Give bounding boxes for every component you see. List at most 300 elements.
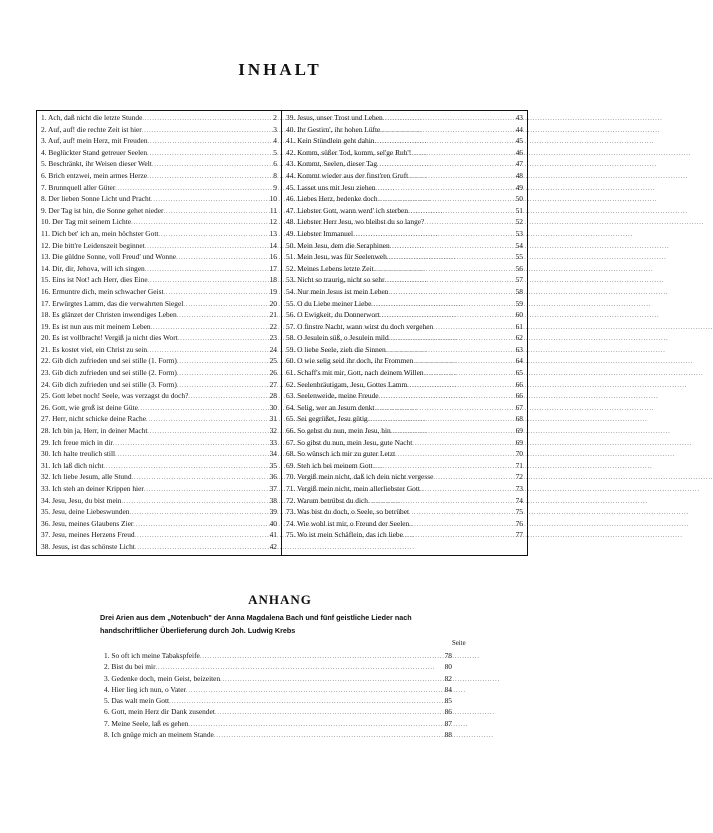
toc-entry	[41, 390, 277, 402]
anhang-description: Drei Arien aus dem „Notenbuch" der Anna Magdalena Bach und fünf geistliche Lieder nach handschriftlicher Überlieferung durch Joh. Ludwig Krebs	[100, 613, 412, 635]
toc-entry	[104, 718, 452, 729]
dot-leader	[151, 195, 263, 207]
entry-title: 39. Jesus, unser Trost und Leben	[286, 113, 383, 122]
dot-leader	[188, 720, 438, 731]
dot-leader	[177, 369, 263, 381]
dot-leader	[142, 114, 263, 126]
entry-title: 3. Auf, auf! mein Herz, mit Freuden	[41, 136, 148, 146]
page-title: INHALT	[238, 60, 322, 79]
entry-page-number: 45	[515, 136, 523, 146]
entry-title: 67. So gibst du nun, mein Jesu, gute Nacht	[286, 437, 413, 447]
dot-leader	[390, 242, 509, 254]
toc-entry	[41, 344, 277, 356]
entry-page-number: 3	[273, 124, 277, 134]
entry-page-number: 32	[269, 426, 277, 436]
toc-entry	[41, 274, 277, 286]
toc-entry	[41, 541, 277, 553]
toc-entry	[41, 355, 277, 367]
dot-leader	[148, 276, 263, 288]
toc-entry	[286, 355, 523, 367]
entry-page-number: 64	[515, 356, 523, 366]
entry-title: 29. Ich freue mich in dir	[41, 437, 113, 447]
dot-leader	[387, 253, 509, 265]
entry-page-number: 21	[269, 310, 277, 320]
toc-entry	[286, 112, 523, 124]
entry-title: 10. Der Tag mit seinem Lichte	[41, 217, 132, 227]
entry-title: 7. Meine Seele, laß es gehen	[104, 718, 189, 728]
dot-leader	[147, 149, 263, 161]
entry-title: 21. Es kostet viel, ein Christ zu sein	[41, 344, 148, 354]
entry-title: 1. Ach, daß nicht die letzte Stunde	[41, 113, 143, 122]
toc-entry	[286, 170, 523, 182]
dot-leader	[186, 686, 438, 697]
toc-entry	[41, 286, 277, 298]
entry-title: 20. Es ist vollbracht! Vergiß ja nicht dies Wort	[41, 333, 178, 343]
entry-title: 73. Was bist du doch, o Seele, so betrübet	[286, 507, 410, 517]
entry-page-number: 38	[269, 495, 277, 505]
toc-entry	[286, 263, 523, 275]
entry-title: 16. Ermuntre dich, mein schwacher Geist	[41, 286, 164, 296]
toc-entry	[286, 228, 523, 240]
toc-entry	[41, 216, 277, 228]
entry-page-number: 28	[269, 391, 277, 401]
entry-title: 48. Liebster Herr Jesu, wo bleibst du so lange?	[286, 217, 425, 227]
dot-leader	[413, 357, 509, 369]
toc-entry	[286, 402, 523, 414]
entry-page-number: 49	[515, 182, 523, 192]
entry-title: 57. O finstre Nacht, wann wirst du doch vergehen	[286, 321, 434, 331]
dot-leader	[403, 531, 509, 543]
entry-title: 66. So gehst du nun, mein Jesu, hin	[286, 426, 391, 436]
entry-title: 41. Kein Stündlein geht dahin	[286, 136, 375, 146]
toc-entry	[41, 240, 277, 252]
toc-entry	[41, 147, 277, 159]
toc-column-right	[282, 111, 527, 555]
toc-entry	[41, 124, 277, 136]
entry-page-number: 60	[515, 310, 523, 320]
toc-entry	[286, 135, 523, 147]
toc-entry	[41, 402, 277, 414]
toc-entry	[286, 321, 523, 333]
entry-title: 44. Kommt wieder aus der finst'ren Gruft	[286, 170, 409, 180]
dot-leader	[147, 427, 263, 439]
dot-leader	[152, 160, 263, 172]
toc-entry	[286, 448, 523, 460]
dot-leader	[158, 230, 263, 242]
entry-title: 32. Ich liebe Jesum, alle Stund	[41, 472, 132, 482]
dot-leader	[409, 508, 509, 520]
entry-page-number: 68	[515, 414, 523, 424]
entry-title: 17. Erwürgtes Lamm, das die verwahrten Siegel	[41, 298, 184, 308]
dot-leader	[220, 675, 438, 686]
entry-title: 26. Gott, wie groß ist deine Güte	[41, 402, 138, 412]
toc-entry	[41, 379, 277, 391]
entry-title: 15. Eins ist Not! ach Herr, dies Eine	[41, 275, 148, 285]
dot-leader	[379, 392, 509, 404]
entry-title: 59. O liebe Seele, zieh die Sinnen	[286, 344, 386, 354]
dot-leader	[424, 218, 509, 230]
entry-title: 70. Vergiß mein nicht, daß ich dein nicht vergesse	[286, 472, 434, 482]
dot-leader	[408, 172, 509, 184]
entry-page-number: 82	[444, 673, 452, 683]
entry-page-number: 66	[515, 379, 523, 389]
toc-entry	[41, 518, 277, 530]
toc-entry	[104, 650, 452, 661]
dot-leader	[183, 300, 263, 312]
entry-page-number: 75	[515, 507, 523, 517]
toc-entry	[286, 124, 523, 136]
dot-leader	[380, 126, 509, 138]
entry-title: 7. Brunnquell aller Güter	[41, 182, 116, 192]
entry-page-number: 20	[269, 298, 277, 308]
entry-page-number: 87	[444, 718, 452, 728]
entry-page-number: 73	[515, 484, 523, 493]
entry-title: 53. Nicht so traurig, nicht so sehr	[286, 275, 385, 285]
dot-leader	[178, 334, 263, 346]
entry-page-number: 85	[444, 696, 452, 706]
entry-title: 5. Das walt mein Gott	[104, 696, 170, 706]
entry-page-number: 14	[269, 240, 277, 250]
dot-leader	[395, 450, 509, 462]
entry-title: 43. Kommt, Seelen, dieser Tag	[286, 159, 378, 169]
entry-page-number: 72	[515, 472, 523, 482]
dot-leader	[374, 404, 509, 416]
toc-entry	[286, 518, 523, 530]
toc-entry	[104, 695, 452, 706]
entry-page-number: 17	[269, 263, 277, 273]
entry-title: 71. Vergiß mein nicht, mein allerliebster Gott	[286, 484, 420, 493]
entry-page-number: 13	[269, 228, 277, 238]
entry-page-number: 10	[269, 194, 277, 204]
toc-entry	[286, 274, 523, 286]
entry-title: 8. Der lieben Sonne Licht und Pracht	[41, 194, 151, 204]
entry-page-number: 47	[515, 159, 523, 169]
dot-leader	[121, 497, 263, 509]
toc-entry	[286, 147, 523, 159]
entry-page-number: 70	[515, 449, 523, 459]
toc-entry	[286, 379, 523, 391]
toc-entry	[286, 193, 523, 205]
entry-page-number: 33	[269, 437, 277, 447]
toc-entry	[286, 506, 523, 518]
entry-title: 24. Gib dich zufrieden und sei stille (3. Form)	[41, 379, 177, 389]
dot-leader	[214, 731, 438, 742]
entry-page-number: 48	[515, 170, 523, 180]
entry-page-number: 61	[515, 321, 523, 331]
entry-page-number: 53	[515, 228, 523, 238]
entry-page-number: 69	[515, 437, 523, 447]
dot-leader	[433, 473, 509, 485]
entry-page-number: 4	[273, 136, 277, 146]
dot-leader	[177, 381, 263, 393]
dot-leader	[142, 126, 263, 138]
toc-entry	[41, 112, 277, 124]
entry-title: 74. Wie wohl ist mir, o Freund der Seelen	[286, 518, 410, 528]
entry-title: 52. Meines Lebens letzte Zeit	[286, 263, 374, 273]
entry-title: 49. Liebster Immanuel	[286, 228, 354, 238]
toc-entry	[286, 413, 523, 425]
dot-leader	[376, 184, 510, 196]
dot-leader	[148, 137, 263, 149]
entry-page-number: 76	[515, 518, 523, 528]
entry-page-number: 24	[269, 344, 277, 354]
entry-title: 42. Komm, süßer Tod, komm, sel'ge Ruh'!	[286, 147, 412, 157]
entry-title: 50. Mein Jesu, dem die Seraphinen	[286, 240, 390, 250]
entry-page-number: 11	[269, 205, 277, 215]
entry-page-number: 55	[515, 252, 523, 262]
dot-leader	[383, 114, 509, 126]
toc-entry	[286, 425, 523, 437]
entry-title: 37. Jesu, meines Herzens Freud	[41, 530, 135, 540]
toc-entry	[104, 729, 452, 740]
toc-entry	[286, 309, 523, 321]
dot-leader	[200, 652, 438, 663]
dot-leader	[411, 149, 509, 161]
toc-entry	[41, 251, 277, 263]
dot-leader	[433, 323, 509, 335]
toc-entry	[286, 390, 523, 402]
entry-page-number: 41	[269, 530, 277, 540]
entry-title: 11. Dich bet' ich an, mein höchster Gott	[41, 228, 159, 238]
entry-title: 8. Ich gnüge mich an meinem Stande	[104, 730, 214, 740]
entry-title: 22. Gib dich zufrieden und sei stille (1. Form)	[41, 356, 177, 366]
entry-page-number: 74	[515, 495, 523, 505]
toc-entry	[41, 298, 277, 310]
entry-title: 75. Wo ist mein Schäflein, das ich liebe	[286, 530, 403, 540]
entry-title: 31. Ich laß dich nicht	[41, 460, 104, 470]
dot-leader	[188, 392, 263, 404]
entry-page-number: 43	[515, 113, 523, 122]
toc-entry	[41, 437, 277, 449]
entry-page-number: 30	[269, 402, 277, 412]
entry-page-number: 44	[515, 124, 523, 134]
entry-title: 3. Gedenke doch, mein Geist, beizeiten	[104, 673, 221, 683]
toc-entry	[286, 437, 523, 449]
entry-page-number: 56	[515, 263, 523, 273]
dot-leader	[129, 508, 263, 520]
entry-title: 38. Jesus, ist das schönste Licht	[41, 541, 135, 551]
toc-entry	[104, 706, 452, 717]
entry-title: 5. Beschränkt, ihr Weisen dieser Welt	[41, 159, 152, 169]
entry-title: 35. Jesu, deine Liebeswunden	[41, 507, 130, 517]
entry-title: 68. So wünsch ich mir zu guter Letzt	[286, 449, 396, 459]
entry-title: 61. Schaff's mit mir, Gott, nach deinem Willen	[286, 368, 424, 378]
toc-entry	[286, 460, 523, 472]
entry-page-number: 69	[515, 426, 523, 436]
dot-leader	[424, 369, 509, 381]
anhang-title: ANHANG	[248, 592, 312, 607]
dot-leader	[135, 531, 263, 543]
toc-entry	[104, 673, 452, 684]
entry-page-number: 59	[515, 298, 523, 308]
anhang-list	[104, 650, 452, 740]
entry-title: 40. Ihr Gestirn', ihr hohen Lüfte	[286, 124, 381, 134]
dot-leader	[113, 439, 263, 451]
dot-leader	[146, 415, 263, 427]
entry-page-number: 80	[444, 662, 452, 672]
dot-leader	[177, 357, 263, 369]
entry-page-number: 27	[269, 379, 277, 389]
entry-page-number: 2	[273, 113, 277, 122]
entry-page-number: 36	[269, 472, 277, 482]
entry-page-number: 8	[273, 170, 277, 180]
entry-page-number: 62	[515, 333, 523, 343]
entry-page-number: 23	[269, 333, 277, 343]
toc-entry	[41, 483, 277, 495]
toc-entry	[41, 425, 277, 437]
entry-page-number: 34	[269, 449, 277, 459]
toc-entry	[286, 332, 523, 344]
entry-title: 9. Der Tag ist hin, die Sonne gehet nieder	[41, 205, 164, 215]
entry-page-number: 35	[269, 460, 277, 470]
entry-page-number: 63	[515, 344, 523, 354]
dot-leader	[138, 404, 263, 416]
entry-title: 2. Auf, auf! die rechte Zeit ist hier	[41, 124, 142, 134]
entry-page-number: 57	[515, 275, 523, 285]
dot-leader	[388, 288, 509, 300]
entry-title: 69. Steh ich bei meinem Gott	[286, 460, 373, 470]
toc-entry	[286, 286, 523, 298]
entry-title: 56. O Ewigkeit, du Donnerwort	[286, 310, 380, 320]
entry-title: 72. Warum betrübst du dich	[286, 495, 368, 505]
entry-page-number: 16	[269, 252, 277, 262]
dot-leader	[133, 520, 263, 532]
dot-leader	[409, 520, 509, 532]
entry-title: 2. Bist du bei mir	[104, 662, 156, 672]
entry-title: 12. Die bitt're Leidenszeit beginnet	[41, 240, 145, 250]
entry-title: 13. Die güldne Sonne, voll Freud' und Wonne	[41, 252, 177, 262]
dot-leader	[115, 450, 263, 462]
entry-title: 47. Liebster Gott, wann werd' ich sterben	[286, 205, 409, 215]
entry-page-number: 18	[269, 275, 277, 285]
dot-leader	[412, 439, 509, 451]
entry-page-number: 66	[515, 391, 523, 401]
entry-page-number: 86	[444, 707, 452, 717]
toc-entry	[41, 471, 277, 483]
dot-leader	[176, 253, 263, 265]
entry-title: 65. Sei gegrüßet, Jesu gütig	[286, 414, 368, 424]
entry-page-number: 51	[515, 205, 523, 215]
toc-entry	[41, 321, 277, 333]
entry-page-number: 67	[515, 402, 523, 412]
toc-entry	[286, 182, 523, 194]
entry-title: 30. Ich halte treulich still	[41, 449, 116, 459]
entry-title: 23. Gib dich zufrieden und sei stille (2. Form)	[41, 368, 177, 378]
toc-entry	[41, 182, 277, 194]
toc-entry	[41, 309, 277, 321]
dot-leader	[147, 172, 263, 184]
dot-leader	[132, 473, 263, 485]
entry-title: 6. Brich entzwei, mein armes Herze	[41, 170, 148, 180]
entry-title: 14. Dir, dir, Jehova, will ich singen	[41, 263, 145, 273]
toc-entry	[41, 495, 277, 507]
entry-page-number: 46	[515, 147, 523, 157]
toc-entry	[41, 529, 277, 541]
toc-entry	[41, 460, 277, 472]
entry-title: 6. Gott, mein Herz dir Dank zusendet	[104, 707, 215, 717]
entry-page-number: 65	[515, 368, 523, 378]
toc-entry	[41, 158, 277, 170]
toc-entry	[41, 413, 277, 425]
toc-entry	[286, 158, 523, 170]
entry-page-number: 52	[515, 217, 523, 227]
entry-page-number: 50	[515, 194, 523, 204]
entry-title: 55. O du Liebe meiner Liebe	[286, 298, 372, 308]
toc-entry	[286, 367, 523, 379]
entry-title: 27. Herr, nicht schicke deine Rache	[41, 414, 146, 424]
entry-title: 25. Gott lebet noch! Seele, was verzagst du doch?	[41, 391, 189, 401]
toc-entry	[41, 506, 277, 518]
dot-leader	[385, 276, 509, 288]
toc-entry	[41, 263, 277, 275]
entry-page-number: 84	[444, 684, 452, 694]
toc-entry	[286, 483, 523, 495]
entry-page-number: 6	[273, 159, 277, 169]
entry-page-number: 71	[515, 460, 523, 470]
toc-entry	[286, 529, 523, 541]
entry-page-number: 9	[273, 182, 277, 192]
entry-page-number: 22	[269, 321, 277, 331]
entry-title: 28. Ich bin ja, Herr, in deiner Macht	[41, 426, 148, 436]
entry-title: 63. Seelenweide, meine Freude	[286, 391, 379, 401]
dot-leader	[215, 708, 438, 719]
entry-page-number: 78	[444, 651, 452, 660]
toc-entry	[41, 205, 277, 217]
toc-entry	[41, 332, 277, 344]
entry-title: 4. Beglückter Stand getreuer Seelen	[41, 147, 148, 157]
toc-entry	[286, 216, 523, 228]
dot-leader	[374, 265, 509, 277]
entry-page-number: 25	[269, 356, 277, 366]
entry-page-number: 19	[269, 286, 277, 296]
toc-entry	[41, 228, 277, 240]
entry-page-number: 31	[269, 414, 277, 424]
entry-page-number: 40	[269, 518, 277, 528]
entry-page-number: 5	[273, 147, 277, 157]
entry-page-number: 37	[269, 484, 277, 493]
toc-entry	[286, 495, 523, 507]
toc-entry	[286, 471, 523, 483]
dot-leader	[135, 543, 263, 555]
toc-entry	[104, 661, 452, 672]
entry-page-number: 58	[515, 286, 523, 296]
entry-title: 1. So oft ich meine Tabakspfeife	[104, 651, 200, 660]
entry-page-number: 88	[444, 730, 452, 740]
entry-title: 4. Hier lieg ich nun, o Vater	[104, 684, 186, 694]
entry-title: 51. Mein Jesu, was für Seelenweh	[286, 252, 387, 262]
entry-title: 54. Nur mein Jesus ist mein Leben	[286, 286, 389, 296]
dot-leader	[164, 207, 264, 219]
toc-entry	[41, 367, 277, 379]
entry-title: 60. O wie selig seid ihr doch, ihr Frommen	[286, 356, 414, 366]
dot-leader	[420, 485, 509, 497]
entry-title: 36. Jesu, meines Glaubens Zier	[41, 518, 134, 528]
toc-table	[36, 110, 528, 556]
entry-title: 46. Liebes Herz, bedenke doch	[286, 194, 378, 204]
entry-page-number: 12	[269, 217, 277, 227]
toc-entry	[41, 170, 277, 182]
entry-title: 33. Ich steh an deiner Krippen hier	[41, 484, 144, 493]
entry-title: 34. Jesu, Jesu, du bist mein	[41, 495, 122, 505]
dot-leader	[144, 485, 263, 497]
toc-column-left	[37, 111, 282, 555]
entry-page-number: 77	[515, 530, 523, 540]
toc-entry	[286, 240, 523, 252]
dot-leader	[177, 311, 263, 323]
dot-leader	[407, 381, 509, 393]
dot-leader	[145, 265, 263, 277]
toc-entry	[41, 448, 277, 460]
